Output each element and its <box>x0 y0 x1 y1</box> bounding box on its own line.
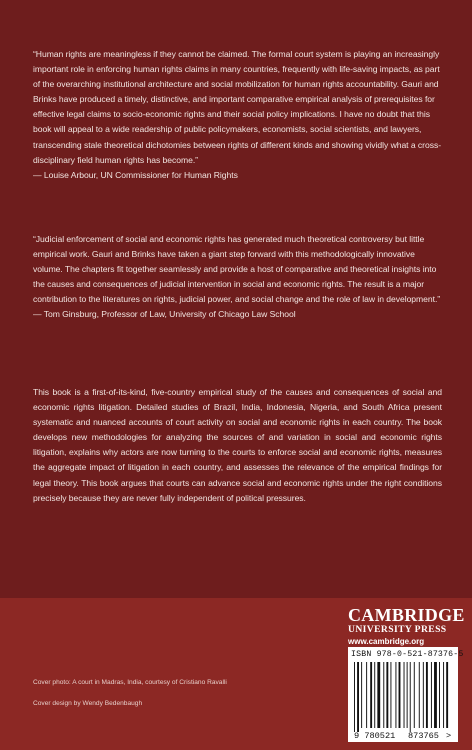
barcode-bar <box>407 662 408 728</box>
barcode-digits-left: 9 780521 <box>354 731 396 740</box>
quote-attribution: — Tom Ginsburg, Professor of Law, University of Chicago Law School <box>33 309 296 320</box>
barcode-bar <box>354 662 355 732</box>
publisher-url: www.cambridge.org <box>348 637 425 646</box>
barcode-bar <box>390 662 391 728</box>
barcode-digits-right: 873765 <box>408 731 439 740</box>
barcode-bar <box>377 662 380 728</box>
barcode-bar <box>374 662 375 728</box>
endorsement-quote-arbour <box>33 47 443 183</box>
barcode-bar <box>383 662 384 728</box>
barcode-bar <box>414 662 415 728</box>
barcode-bar <box>423 662 424 728</box>
publisher-name: CAMBRIDGE <box>348 605 465 625</box>
barcode-image <box>352 662 454 740</box>
barcode-bar <box>431 662 432 728</box>
barcode-bar <box>426 662 428 728</box>
barcode-bar <box>357 662 359 732</box>
cover-photo-credit: Cover photo: A court in Madras, India, courtesy of Cristiano Ravalli <box>33 679 227 686</box>
isbn-label: ISBN 978-0-521-87376-5 <box>351 650 464 659</box>
barcode-bar <box>370 662 372 728</box>
endorsement-quote-ginsburg <box>33 232 443 323</box>
quote-text: “Judicial enforcement of social and economic rights has generated much theoretical controversy but little empirical work. Gauri and Brinks have taken a giant step forward with this methodologically innovative volume. The chapters fit together seamlessly and provide a host of comparative and theoretical insights into the causes and consequences of judicial intervention in social and economic rights. The result is a major contribution to the literatures on rights, judicial power, and social change and the role of law in development.” <box>33 234 441 305</box>
barcode-bar <box>366 662 367 728</box>
barcode-panel <box>348 647 464 742</box>
book-description: This book is a first-of-its-kind, five-country empirical study of the causes and consequences of social and economic rights litigation. Detailed studies of Brazil, India, Indonesia, Nigeria, and South Africa present systematic and nuanced accounts of court activity on social and economic rights in each country. The book develops new methodologies for analyzing the sources of and variation in social and economic rights litigation, explains why actors are now turning to the courts to enforce social and economic rights, measures the aggregate impact of litigation in each country, and assesses the relevance of the empirical findings for legal theory. This book argues that courts can advance social and economic rights under the right conditions precisely because they are never fully independent of political pressures. <box>33 387 442 503</box>
barcode-bar <box>446 662 448 728</box>
barcode-bar <box>439 662 440 728</box>
barcode-bar <box>361 662 362 728</box>
cover-design-credit: Cover design by Wendy Bedenbaugh <box>33 700 143 707</box>
publisher-logo <box>348 605 465 647</box>
quote-attribution: — Louise Arbour, UN Commissioner for Human Rights <box>33 169 238 180</box>
barcode-bar <box>410 662 411 732</box>
publisher-press: UNIVERSITY PRESS <box>348 624 447 635</box>
barcode-bar <box>404 662 405 728</box>
barcode-bar <box>399 662 401 728</box>
barcode-bar <box>386 662 388 728</box>
barcode-addon: > <box>446 731 452 740</box>
barcode-bar <box>434 662 437 728</box>
barcode-bar <box>443 662 444 728</box>
quote-text: “Human rights are meaningless if they cannot be claimed. The formal court system is playing an increasingly important role in enforcing human rights claims in many countries, frequently with life-saving impacts, as part of the overarching institutional architecture and social mobilization for human rights accountability. Gauri and Brinks have produced a timely, distinctive, and important comparative empirical analysis of prerequisites for effective legal claims to socio-economic rights and their social policy implications. I have no doubt that this book will appeal to a wide readership of public policymakers, economists, social scientists, and lawyers, transcending stale theoretical dichotomies between rights of different kinds and showing vividly what a cross-disciplinary field human rights has become.” <box>33 49 442 165</box>
barcode-bar <box>419 662 420 728</box>
barcode-bar <box>395 662 396 728</box>
